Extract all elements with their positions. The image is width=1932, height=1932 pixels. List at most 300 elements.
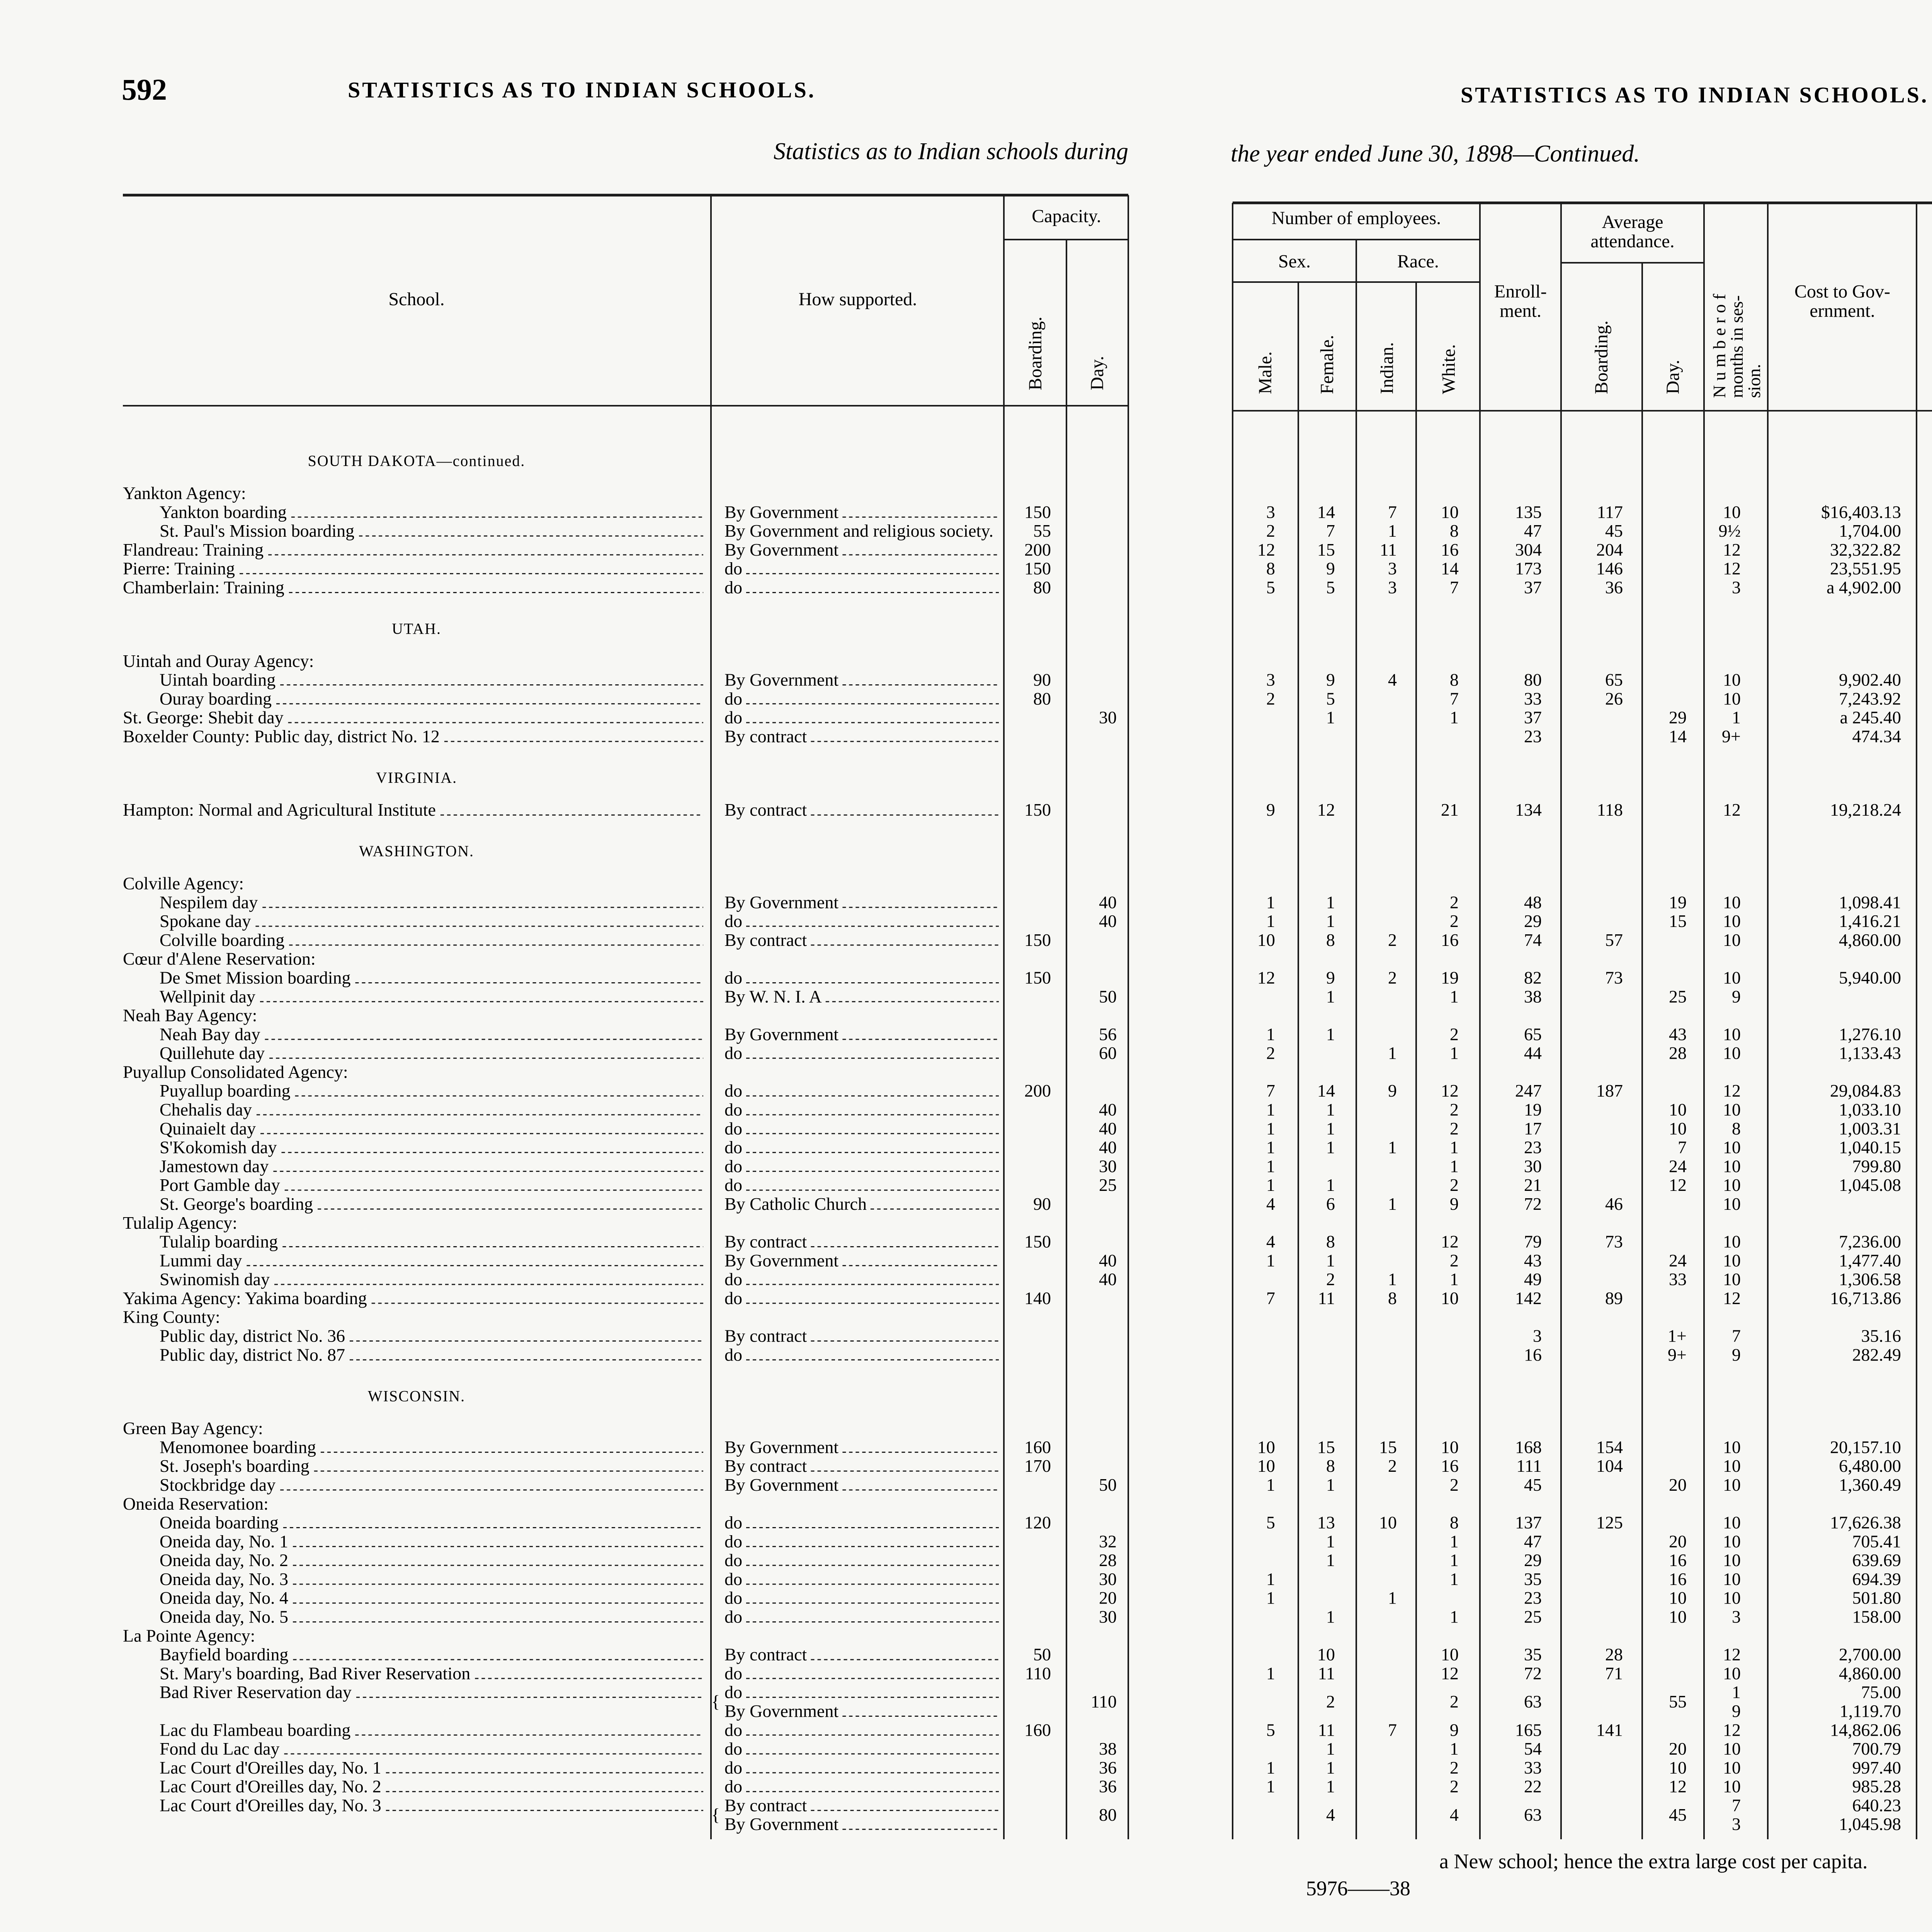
cell-cg: 9,902.40 [1839, 670, 1901, 690]
cell-w: 2 [1450, 1475, 1459, 1495]
col-cost-gov-2: ernment. [1810, 301, 1875, 321]
cell-m: 1 [1266, 1776, 1275, 1796]
cell-en: 23 [1524, 1137, 1542, 1157]
school-name: Yakima Agency: Yakima boarding [123, 1288, 367, 1308]
cell-m: 5 [1266, 577, 1275, 597]
school-name: Pierre: Training [123, 558, 235, 578]
cell-f: 1 [1326, 1118, 1335, 1138]
cell-i: 1 [1388, 1269, 1397, 1289]
school-name: Jamestown day [160, 1156, 269, 1176]
cell-mo: 7 [1732, 1795, 1741, 1815]
support-method: By contract [724, 1326, 807, 1346]
col-avg-boarding: Boarding. [1591, 320, 1612, 394]
cell-m: 1 [1266, 1137, 1275, 1157]
cell-cg: 1,045.98 [1839, 1814, 1901, 1834]
cell-w: 2 [1450, 1776, 1459, 1796]
cell-cg: 474.34 [1852, 726, 1901, 746]
cell-en: 37 [1524, 577, 1542, 597]
school-name: Bayfield boarding [160, 1645, 289, 1665]
cell-m: 7 [1266, 1288, 1275, 1308]
cell-w: 1 [1450, 1269, 1459, 1289]
cell-m: 12 [1257, 539, 1275, 560]
cell-mo: 12 [1723, 1081, 1741, 1101]
agency-heading: Colville Agency: [123, 873, 244, 893]
cell-cg: 1,003.31 [1839, 1118, 1901, 1138]
col-race: Race. [1397, 251, 1439, 272]
support-method: By contract [724, 930, 807, 950]
cell-en: 47 [1524, 521, 1542, 541]
agency-heading: Neah Bay Agency: [123, 1005, 257, 1026]
cell-i: 11 [1379, 539, 1397, 560]
cell-cd: 40 [1099, 911, 1117, 931]
col-months-2: months in ses- [1727, 295, 1747, 398]
cell-cg: 2,700.00 [1839, 1645, 1901, 1665]
cell-f: 11 [1318, 1288, 1335, 1308]
support-method: By contract [724, 1456, 807, 1476]
support-method: do [724, 1118, 742, 1138]
cell-i: 4 [1388, 670, 1397, 690]
col-employees: Number of employees. [1271, 208, 1441, 228]
col-enrollment-1: Enroll- [1494, 281, 1547, 302]
cell-f: 1 [1326, 1024, 1335, 1044]
cell-cg: 4,860.00 [1839, 930, 1901, 950]
support-method: do [724, 707, 742, 728]
cell-ad: 16 [1669, 1569, 1687, 1589]
col-months-3: sion. [1744, 364, 1764, 398]
cell-f: 5 [1326, 689, 1335, 709]
cell-f: 8 [1326, 930, 1335, 950]
cell-cb: 150 [1024, 968, 1051, 988]
cell-mo: 3 [1732, 1814, 1741, 1834]
cell-cg: 501.80 [1852, 1588, 1901, 1608]
table-body [123, 452, 1932, 1834]
cell-cg: 4,860.00 [1839, 1663, 1901, 1683]
col-how-supported: How supported. [798, 289, 917, 310]
cell-ab: 73 [1605, 1231, 1623, 1252]
cell-mo: 10 [1723, 1757, 1741, 1777]
cell-mo: 10 [1723, 1588, 1741, 1608]
cell-mo: 10 [1723, 1475, 1741, 1495]
support-method: do [724, 1512, 742, 1532]
cell-w: 10 [1441, 1437, 1459, 1457]
cell-cd: 56 [1099, 1024, 1117, 1044]
cell-f: 6 [1326, 1194, 1335, 1214]
cell-en: 35 [1524, 1569, 1542, 1589]
school-name: Spokane day [160, 911, 251, 931]
cell-w: 9 [1450, 1720, 1459, 1740]
col-indian: Indian. [1377, 342, 1397, 394]
left-page-number: 592 [122, 73, 167, 106]
cell-cg: 1,133.43 [1839, 1043, 1901, 1063]
cell-cd: 80 [1099, 1804, 1117, 1825]
support-method: do [724, 1663, 742, 1683]
cell-mo: 10 [1723, 1100, 1741, 1120]
cell-f: 4 [1326, 1804, 1335, 1825]
cell-cg: 1,045.08 [1839, 1175, 1901, 1195]
cell-en: 65 [1524, 1024, 1542, 1044]
support-method: do [724, 1288, 742, 1308]
cell-f: 1 [1326, 707, 1335, 728]
cell-ad: 15 [1669, 911, 1687, 931]
cell-cd: 30 [1099, 1156, 1117, 1176]
agency-heading: La Pointe Agency: [123, 1626, 255, 1646]
support-method: do [724, 968, 742, 988]
cell-ab: 36 [1605, 577, 1623, 597]
cell-f: 14 [1317, 1081, 1335, 1101]
cell-cd: 40 [1099, 1269, 1117, 1289]
section-heading: UTAH. [392, 620, 441, 638]
agency-heading: Tulalip Agency: [123, 1213, 238, 1233]
cell-mo: 10 [1723, 670, 1741, 690]
cell-cg: 5,940.00 [1839, 968, 1901, 988]
cell-cg: 14,862.06 [1830, 1720, 1901, 1740]
cell-i: 10 [1379, 1512, 1397, 1532]
left-page-header: STATISTICS AS TO INDIAN SCHOOLS. [348, 77, 816, 102]
cell-f: 1 [1326, 1531, 1335, 1551]
cell-cb: 160 [1024, 1720, 1051, 1740]
cell-en: 142 [1515, 1288, 1542, 1308]
school-name: Nespilem day [160, 892, 258, 912]
cell-m: 10 [1257, 1456, 1275, 1476]
school-name: Swinomish day [160, 1269, 270, 1289]
cell-ad: 20 [1669, 1531, 1687, 1551]
cell-en: 134 [1515, 800, 1542, 820]
cell-ab: 187 [1596, 1081, 1623, 1101]
cell-en: 25 [1524, 1607, 1542, 1627]
cell-mo: 9 [1732, 1701, 1741, 1721]
cell-w: 8 [1450, 670, 1459, 690]
col-avg-2: attendance. [1590, 231, 1675, 252]
cell-en: 3 [1533, 1326, 1542, 1346]
cell-w: 10 [1441, 502, 1459, 522]
cell-m: 5 [1266, 1720, 1275, 1740]
cell-ad: 28 [1669, 1043, 1687, 1063]
cell-w: 1 [1450, 707, 1459, 728]
cell-cg: 1,360.49 [1839, 1475, 1901, 1495]
support-method: do [724, 1100, 742, 1120]
cell-mo: 10 [1723, 1437, 1741, 1457]
cell-mo: 10 [1723, 1137, 1741, 1157]
cell-cb: 80 [1033, 577, 1051, 597]
cell-i: 1 [1388, 1043, 1397, 1063]
cell-ad: 10 [1669, 1100, 1687, 1120]
cell-en: 33 [1524, 689, 1542, 709]
section-heading: VIRGINIA. [376, 769, 457, 786]
cell-mo: 9½ [1718, 521, 1741, 541]
school-name: Uintah boarding [160, 670, 276, 690]
cell-ad: 29 [1669, 707, 1687, 728]
cell-ad: 20 [1669, 1739, 1687, 1759]
cell-w: 7 [1450, 689, 1459, 709]
cell-mo: 10 [1723, 502, 1741, 522]
cell-cb: 200 [1024, 539, 1051, 560]
cell-w: 2 [1450, 911, 1459, 931]
cell-en: 165 [1515, 1720, 1542, 1740]
agency-heading: Yankton Agency: [123, 483, 246, 503]
col-female: Female. [1317, 335, 1337, 394]
cell-ab: 154 [1596, 1437, 1623, 1457]
cell-cd: 30 [1099, 1607, 1117, 1627]
cell-ab: 117 [1597, 502, 1623, 522]
school-name: Lummi day [160, 1250, 242, 1270]
cell-mo: 3 [1732, 1607, 1741, 1627]
cell-ab: 71 [1605, 1663, 1623, 1683]
support-method: By contract [724, 800, 807, 820]
school-name: St. George's boarding [160, 1194, 313, 1214]
cell-en: 45 [1524, 1475, 1542, 1495]
cell-cd: 30 [1099, 1569, 1117, 1589]
cell-i: 1 [1388, 521, 1397, 541]
cell-m: 1 [1266, 1100, 1275, 1120]
support-method: By Government [724, 1024, 839, 1044]
cell-en: 19 [1524, 1100, 1542, 1120]
cell-w: 1 [1450, 1137, 1459, 1157]
cell-mo: 10 [1723, 968, 1741, 988]
cell-cg: 6,480.00 [1839, 1456, 1901, 1476]
cell-w: 1 [1450, 1156, 1459, 1176]
cell-cg: 705.41 [1852, 1531, 1901, 1551]
cell-m: 10 [1257, 930, 1275, 950]
support-method: do [724, 1550, 742, 1570]
support-method: do [724, 1607, 742, 1627]
cell-ab: 73 [1605, 968, 1623, 988]
cell-f: 15 [1317, 1437, 1335, 1457]
cell-m: 12 [1257, 968, 1275, 988]
cell-en: 82 [1524, 968, 1542, 988]
printer-signature: 5976——38 [1306, 1877, 1410, 1900]
cell-en: 72 [1524, 1194, 1542, 1214]
cell-cd: 28 [1099, 1550, 1117, 1570]
right-page-header: STATISTICS AS TO INDIAN SCHOOLS. [1461, 82, 1929, 107]
cell-f: 11 [1318, 1663, 1335, 1683]
cell-i: 8 [1388, 1288, 1397, 1308]
cell-mo: 9 [1732, 986, 1741, 1007]
school-name: Lac Court d'Oreilles day, No. 1 [160, 1757, 381, 1777]
school-name: Oneida day, No. 2 [160, 1550, 288, 1570]
cell-w: 21 [1441, 800, 1459, 820]
cell-cd: 110 [1090, 1692, 1117, 1712]
cell-ab: 46 [1605, 1194, 1623, 1214]
cell-f: 12 [1317, 800, 1335, 820]
school-name: Fond du Lac day [160, 1739, 280, 1759]
cell-w: 2 [1450, 1757, 1459, 1777]
cell-ab: 125 [1596, 1512, 1623, 1532]
school-name: Port Gamble day [160, 1175, 280, 1195]
cell-f: 5 [1326, 577, 1335, 597]
cell-cb: 150 [1024, 1231, 1051, 1252]
cell-en: 79 [1524, 1231, 1542, 1252]
cell-w: 12 [1441, 1231, 1459, 1252]
cell-f: 7 [1326, 521, 1335, 541]
cell-ad: 12 [1669, 1776, 1687, 1796]
cell-w: 16 [1441, 539, 1459, 560]
support-method: By Government [724, 539, 839, 560]
cell-i: 7 [1388, 502, 1397, 522]
cell-f: 11 [1318, 1720, 1335, 1740]
cell-cd: 40 [1099, 1100, 1117, 1120]
cell-m: 10 [1257, 1437, 1275, 1457]
cell-f: 9 [1326, 558, 1335, 578]
cell-cd: 50 [1099, 986, 1117, 1007]
cell-en: 43 [1524, 1250, 1542, 1270]
school-name: Oneida boarding [160, 1512, 279, 1532]
cell-mo: 10 [1723, 892, 1741, 912]
cell-cg: 1,477.40 [1839, 1250, 1901, 1270]
cell-f: 2 [1326, 1269, 1335, 1289]
col-cost-gov-1: Cost to Gov- [1794, 281, 1891, 302]
cell-cg: 1,306.58 [1839, 1269, 1901, 1289]
cell-f: 2 [1326, 1692, 1335, 1712]
cell-cg: 23,551.95 [1830, 558, 1901, 578]
cell-en: 135 [1515, 502, 1542, 522]
cell-ab: 104 [1596, 1456, 1623, 1476]
school-name: Wellpinit day [160, 986, 255, 1007]
support-method: By W. N. I. A [724, 986, 822, 1007]
support-method: By contract [724, 726, 807, 746]
school-name: S'Kokomish day [160, 1137, 277, 1157]
cell-mo: 12 [1723, 539, 1741, 560]
section-heading: SOUTH DAKOTA—continued. [308, 452, 526, 470]
cell-ad: 43 [1669, 1024, 1687, 1044]
cell-en: 47 [1524, 1531, 1542, 1551]
cell-en: 63 [1524, 1804, 1542, 1825]
cell-ab: 26 [1605, 689, 1623, 709]
cell-m: 5 [1266, 1512, 1275, 1532]
cell-w: 7 [1450, 577, 1459, 597]
cell-mo: 8 [1732, 1118, 1741, 1138]
school-name: Hampton: Normal and Agricultural Institute [123, 800, 436, 820]
cell-cg: 1,416.21 [1839, 911, 1901, 931]
cell-w: 9 [1450, 1194, 1459, 1214]
school-name: Lac Court d'Oreilles day, No. 3 [160, 1795, 381, 1815]
cell-ad: 55 [1669, 1692, 1687, 1712]
school-name: Public day, district No. 87 [160, 1345, 345, 1365]
cell-cg: 19,218.24 [1830, 800, 1901, 820]
cell-w: 1 [1450, 986, 1459, 1007]
cell-w: 2 [1450, 1250, 1459, 1270]
cell-en: 247 [1515, 1081, 1542, 1101]
cell-ad: 10 [1669, 1757, 1687, 1777]
cell-m: 2 [1266, 689, 1275, 709]
agency-heading: King County: [123, 1307, 220, 1327]
cell-w: 8 [1450, 1512, 1459, 1532]
cell-en: 30 [1524, 1156, 1542, 1176]
cell-m: 1 [1266, 1475, 1275, 1495]
support-method: do [724, 689, 742, 709]
cell-mo: 12 [1723, 800, 1741, 820]
support-method: By Catholic Church [724, 1194, 867, 1214]
cell-cg: 17,626.38 [1830, 1512, 1901, 1532]
col-avg-1: Average [1602, 212, 1663, 232]
cell-m: 1 [1266, 1156, 1275, 1176]
footnote: a New school; hence the extra large cost per capita. [1439, 1850, 1868, 1873]
support-method: do [724, 1137, 742, 1157]
cell-en: 29 [1524, 1550, 1542, 1570]
cell-w: 10 [1441, 1288, 1459, 1308]
cell-m: 3 [1266, 670, 1275, 690]
cell-en: 173 [1515, 558, 1542, 578]
school-name: Chamberlain: Training [123, 577, 284, 597]
brace: { [711, 1692, 720, 1712]
cell-ab: 57 [1605, 930, 1623, 950]
cell-m: 4 [1266, 1231, 1275, 1252]
cell-en: 21 [1524, 1175, 1542, 1195]
support-method: do [724, 1569, 742, 1589]
school-name: Yankton boarding [160, 502, 287, 522]
cell-cg: 700.79 [1852, 1739, 1901, 1759]
cell-cb: 50 [1033, 1645, 1051, 1665]
cell-cg: 1,033.10 [1839, 1100, 1901, 1120]
cell-en: 44 [1524, 1043, 1542, 1063]
cell-w: 2 [1450, 1100, 1459, 1120]
cell-cd: 20 [1099, 1588, 1117, 1608]
cell-f: 8 [1326, 1456, 1335, 1476]
section-heading: WISCONSIN. [367, 1387, 466, 1405]
cell-ad: 14 [1669, 726, 1687, 746]
school-name: Oneida day, No. 4 [160, 1588, 288, 1608]
cell-w: 1 [1450, 1550, 1459, 1570]
cell-mo: 12 [1723, 1645, 1741, 1665]
school-name: Oneida day, No. 3 [160, 1569, 288, 1589]
cell-w: 12 [1441, 1663, 1459, 1683]
support-method: do [724, 1739, 742, 1759]
cell-mo: 10 [1723, 1269, 1741, 1289]
cell-m: 1 [1266, 1757, 1275, 1777]
cell-ab: 45 [1605, 521, 1623, 541]
right-page-subtitle: the year ended June 30, 1898—Continued. [1231, 141, 1640, 167]
cell-i: 7 [1388, 1720, 1397, 1740]
col-enrollment-2: ment. [1500, 301, 1541, 321]
cell-cg: 16,713.86 [1830, 1288, 1901, 1308]
cell-cd: 40 [1099, 1250, 1117, 1270]
cell-cd: 36 [1099, 1776, 1117, 1796]
cell-mo: 10 [1723, 1250, 1741, 1270]
school-name: Tulalip boarding [160, 1231, 278, 1252]
cell-cb: 170 [1024, 1456, 1051, 1476]
cell-cb: 110 [1025, 1663, 1051, 1683]
school-name: De Smet Mission boarding [160, 968, 351, 988]
cell-ad: 16 [1669, 1550, 1687, 1570]
cell-f: 1 [1326, 1100, 1335, 1120]
cell-w: 1 [1450, 1739, 1459, 1759]
cell-cd: 32 [1099, 1531, 1117, 1551]
cell-w: 2 [1450, 892, 1459, 912]
support-method: By contract [724, 1231, 807, 1252]
cell-w: 4 [1450, 1804, 1459, 1825]
cell-cg: 75.00 [1861, 1682, 1901, 1702]
support-method: do [724, 1682, 742, 1702]
support-method: do [724, 1175, 742, 1195]
school-name: Oneida day, No. 5 [160, 1607, 288, 1627]
cell-en: 48 [1524, 892, 1542, 912]
cell-en: 111 [1516, 1456, 1542, 1476]
cell-mo: 1 [1732, 707, 1741, 728]
school-name: Boxelder County: Public day, district No. 12 [123, 726, 440, 746]
cell-f: 1 [1326, 1607, 1335, 1627]
cell-i: 3 [1388, 577, 1397, 597]
col-male: Male. [1255, 351, 1276, 394]
school-name: St. Paul's Mission boarding [160, 521, 355, 541]
cell-cg: 799.80 [1852, 1156, 1901, 1176]
cell-i: 9 [1388, 1081, 1397, 1101]
support-method: By Government [724, 502, 839, 522]
cell-en: 54 [1524, 1739, 1542, 1759]
cell-en: 37 [1524, 707, 1542, 728]
cell-cd: 40 [1099, 1137, 1117, 1157]
cell-en: 23 [1524, 726, 1542, 746]
cell-m: 4 [1266, 1194, 1275, 1214]
support-method: do [724, 1081, 742, 1101]
